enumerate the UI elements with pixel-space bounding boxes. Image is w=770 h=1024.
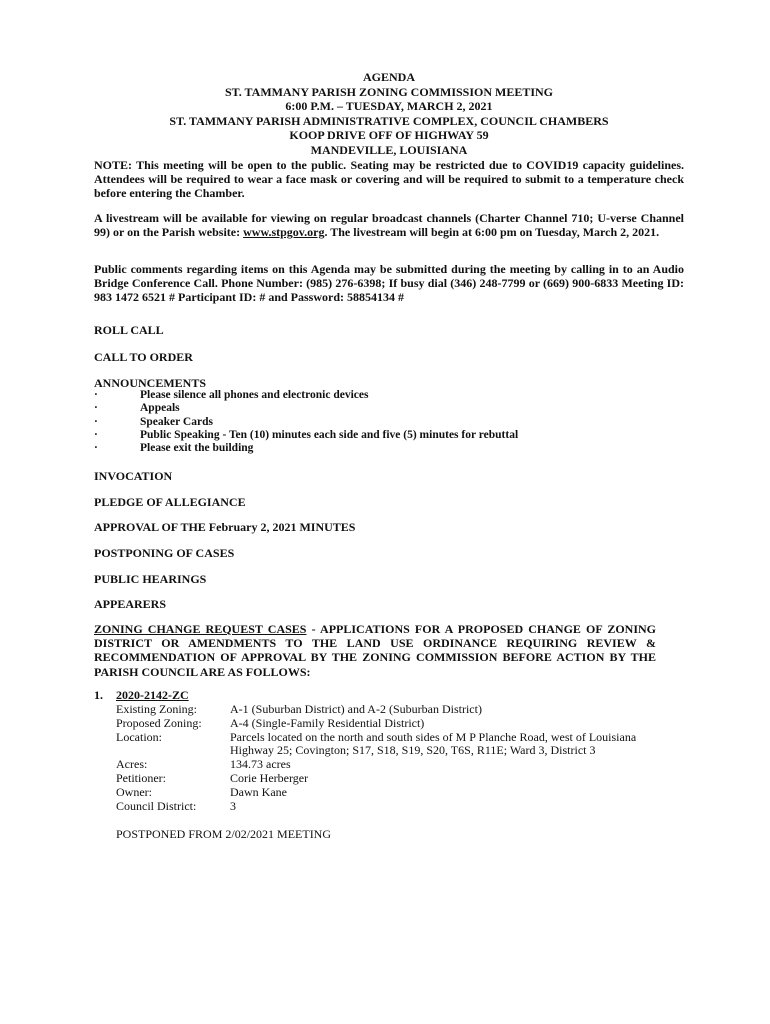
bullet-icon: · <box>94 389 98 401</box>
invocation-heading: INVOCATION <box>94 469 173 483</box>
livestream-text-after: . The livestream will begin at 6:00 pm on Tuesday, March 2, 2021. <box>324 225 660 240</box>
livestream-paragraph <box>94 211 684 239</box>
bullet-icon: · <box>94 442 98 455</box>
petitioner-row: Petitioner: Corie Herberger <box>116 770 309 785</box>
approval-minutes-heading: APPROVAL OF THE February 2, 2021 MINUTES <box>94 520 356 534</box>
covid-note: NOTE: This meeting will be open to the public. Seating may be restricted due to COVID19 capacity guidelines. Attendees will be required to wear a face mask or covering and will be required to submit to a temperature check before entering the Chamber. <box>94 158 684 201</box>
agenda-header <box>0 70 770 157</box>
owner-row: Owner: Dawn Kane <box>116 784 287 799</box>
public-hearings-heading: PUBLIC HEARINGS <box>94 572 207 586</box>
zoning-change-intro <box>94 622 656 679</box>
agenda-page: AGENDA ST. TAMMANY PARISH ZONING COMMISSION MEETING 6:00 P.M. – TUESDAY, MARCH 2, 2021 ST. TAMMANY PARISH ADMINISTRATIVE COMPLEX, COUNCIL CHAMBERS KOOP DRIVE OFF OF HIGHWAY 59 MANDEVILLE, LOUISIANA NOTE: This meeting will be open to the public. Seating may be restricted due to COVID19 capacity guidelines. Attendees will be required to wear a face mask or covering and will be required to submit to a temperature check before entering the Chamber. A livestream will be available for viewing on regular broadcast channels (Charter Channel 710; U-verse Channel 99) or on the Parish website: www.stpgov.org. The livestream will begin at 6:00 pm on Tuesday, March 2, 2021. Public comments regarding items on this Agenda may be submitted during the meeting by calling in to an Audio Bridge Conference Call. Phone Number: (985) 276-6398; If busy dial (346) 248-7799 or (669) 900-6833 Meeting ID: 983 1472 6521 # Participant ID: # and Password: 58854134 # ROLL CALL CALL TO ORDER ANNOUNCEMENTS · Please silence all phones and electronic devices · Appeals · Speaker Cards · Public Speaking - Ten (10) minutes each side and five (5) minutes for rebuttal · Please exit the building INVOCATION PLEDGE OF ALLEGIANCE APPROVAL OF THE February 2, 2021 MINUTES POSTPONING OF CASES PUBLIC HEARINGS APPEARERS ZONING CHANGE REQUEST CASES - APPLICATIONS FOR A PROPOSED CHANGE OF ZONING DISTRICT OR AMENDMENTS TO THE LAND USE ORDINANCE REQUIRING REVIEW & RECOMMENDATION OF APPROVAL BY THE ZONING COMMISSION BEFORE ACTION BY THE PARISH COUNCIL ARE AS FOLLOWS: 1. 2020-2142-ZC Existing Zoning: A-1 (Suburban District) and A-2 (Suburban District) Proposed Zoning: A-4 (Single-Family Residential District) Location: Parcels located on the north and south sides of M P Planche Road, west of Louisiana Highway 25; Covington; S17, S18, S19, S20, T6S, R11E; Ward 3, District 3 Acres: 134.73 acres Petitioner: Corie Herberger Owner: Dawn Kane Council District: 3 POSTPONED FROM 2/02/2021 MEETING <box>0 0 770 1024</box>
announcements-heading: ANNOUNCEMENTS <box>94 376 207 390</box>
zoning-change-text: - APPLICATIONS FOR A PROPOSED CHANGE OF ZONING DISTRICT OR AMENDMENTS TO THE LAND USE ORDINANCE REQUIRING REVIEW & RECOMMENDATION OF APPROVAL BY THE ZONING COMMISSION BEFORE ACTION BY THE PARISH COUNCIL ARE AS FOLLOWS: <box>94 622 656 679</box>
bullet-icon: · <box>94 428 98 441</box>
agenda-title: AGENDA <box>362 70 415 84</box>
livestream-text-before: A livestream will be available for viewing on regular broadcast channels (Charter Channel 710; U-verse Channel 99) or on the Parish website: <box>94 211 684 240</box>
meeting-venue: ST. TAMMANY PARISH ADMINISTRATIVE COMPLEX, COUNCIL CHAMBERS <box>169 113 609 128</box>
appearers-heading: APPEARERS <box>94 597 167 611</box>
parish-website-link[interactable]: www.stpgov.org <box>243 225 325 240</box>
acres-row: Acres: 134.73 acres <box>116 757 291 772</box>
bullet-icon: · <box>94 415 98 428</box>
bullet-icon: · <box>94 402 98 415</box>
case-postponed-note: POSTPONED FROM 2/02/2021 MEETING <box>116 827 332 841</box>
existing-zoning-row: Existing Zoning: A-1 (Suburban District) and A-2 (Suburban District) <box>116 702 482 716</box>
meeting-address: KOOP DRIVE OFF OF HIGHWAY 59 <box>289 128 489 142</box>
meeting-name: ST. TAMMANY PARISH ZONING COMMISSION MEETING <box>224 84 554 99</box>
call-to-order-heading: CALL TO ORDER <box>94 350 193 364</box>
case-id: 2020-2142-ZC <box>116 688 189 702</box>
roll-call-heading: ROLL CALL <box>94 323 164 337</box>
council-district-row: Council District: 3 <box>116 798 236 813</box>
public-comments-paragraph: Public comments regarding items on this Agenda may be submitted during the meeting by calling in to an Audio Bridge Conference Call. Phone Number: (985) 276-6398; If busy dial (346) 248-7799 or (669) 900-6833 Meeting ID: 983 1472 6521 # Participant ID: # and Password: 58854134 # <box>94 262 684 305</box>
location-row: Location: Parcels located on the north and south sides of M P Planche Road, west of Louisiana Highway 25; Covington; S17, S18, S19, S20, T6S, R11E; Ward 3, District 3 <box>116 729 637 758</box>
zoning-change-title: ZONING CHANGE REQUEST CASES <box>94 622 307 636</box>
case-number: 1. <box>94 688 103 702</box>
case-details <box>116 703 656 813</box>
meeting-time: 6:00 P.M. – TUESDAY, MARCH 2, 2021 <box>285 99 493 113</box>
postponing-cases-heading: POSTPONING OF CASES <box>94 546 235 560</box>
proposed-zoning-row: Proposed Zoning: A-4 (Single-Family Residential District) <box>116 715 425 730</box>
pledge-heading: PLEDGE OF ALLEGIANCE <box>94 495 246 509</box>
meeting-city: MANDEVILLE, LOUISIANA <box>310 142 468 157</box>
